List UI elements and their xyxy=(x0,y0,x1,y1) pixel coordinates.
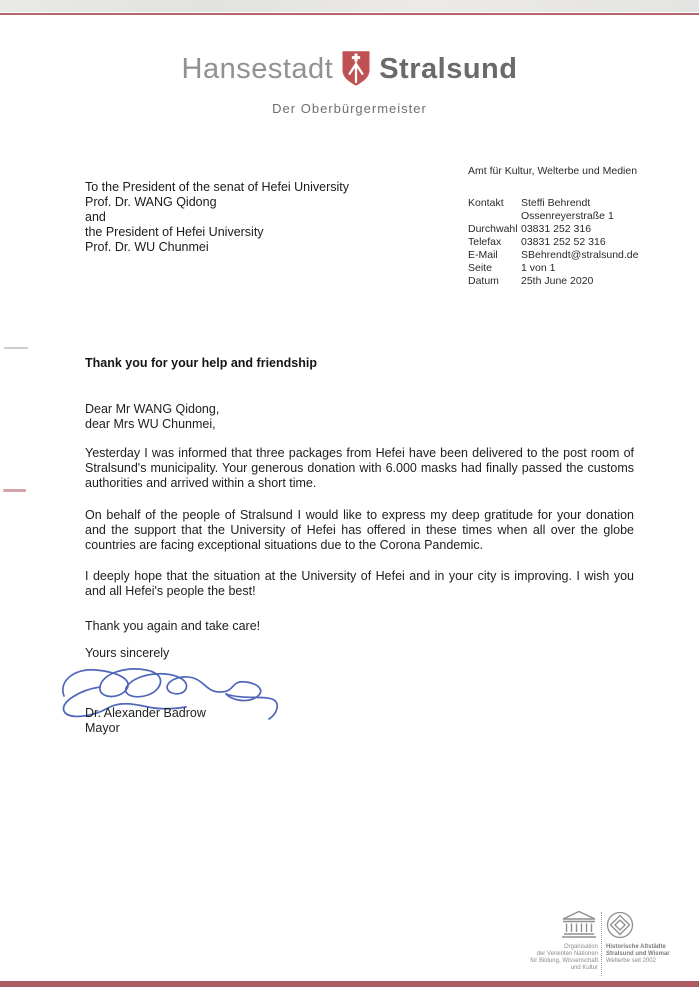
caption-line: der Vereinten Nationen xyxy=(536,951,598,957)
world-heritage-caption xyxy=(606,944,684,965)
office-subtitle: Der Oberbürgermeister xyxy=(272,101,427,116)
top-red-rule xyxy=(0,13,699,15)
meta-row xyxy=(468,197,638,210)
scan-edge-band xyxy=(0,0,699,12)
brand-hansestadt: Hansestadt xyxy=(181,53,334,85)
footer-divider xyxy=(601,912,602,976)
meta-label: Telefax xyxy=(468,236,502,248)
body-paragraph: I deeply hope that the situation at the University of Hefei and in your city is improving. I wish you and all Hefei's people the best! xyxy=(85,569,634,599)
recipient-address xyxy=(85,180,349,255)
department-line: Amt für Kultur, Welterbe und Medien xyxy=(468,165,638,177)
stralsund-shield-icon xyxy=(341,50,371,87)
signer-block xyxy=(85,706,206,736)
meta-value: 03831 252 316 xyxy=(521,223,592,235)
caption-line: Stralsund und Wismar xyxy=(606,951,670,957)
world-heritage-emblem-icon xyxy=(605,910,635,940)
recipient-line: and xyxy=(85,210,106,224)
meta-label: Kontakt xyxy=(468,197,504,209)
meta-value: Ossenreyerstraße 1 xyxy=(521,210,614,222)
recipient-line: To the President of the senat of Hefei University xyxy=(85,180,350,194)
meta-value: 1 von 1 xyxy=(521,262,556,274)
caption-line: und Kultur xyxy=(570,965,598,971)
meta-value: 25th June 2020 xyxy=(521,275,594,287)
meta-label xyxy=(468,210,521,223)
salutation xyxy=(85,402,219,432)
meta-row xyxy=(468,249,638,262)
meta-value: Steffi Behrendt xyxy=(521,197,591,209)
fold-mark xyxy=(4,347,28,349)
unesco-logo-icon xyxy=(560,910,598,940)
body-paragraph: On behalf of the people of Stralsund I would like to express my deep gratitude for your donation and the support that the University of Hefei has offered in these times when all over the globe countries are facing exceptional situations due to the Corona Pandemic. xyxy=(85,508,634,553)
salutation-line: Dear Mr WANG Qidong, xyxy=(85,402,220,416)
caption-line: für Bildung, Wissenschaft xyxy=(530,958,598,964)
recipient-line: Prof. Dr. WANG Qidong xyxy=(85,195,217,209)
recipient-line: Prof. Dr. WU Chunmei xyxy=(85,240,209,254)
closing-line: Yours sincerely xyxy=(85,646,170,660)
meta-value: 03831 252 52 316 xyxy=(521,236,606,248)
contact-meta xyxy=(468,197,638,288)
meta-row xyxy=(468,262,638,275)
meta-label: Datum xyxy=(468,275,499,287)
body-paragraph: Thank you again and take care! xyxy=(85,619,261,633)
salutation-line: dear Mrs WU Chunmei, xyxy=(85,417,216,431)
meta-row xyxy=(468,223,638,236)
city-brand xyxy=(0,52,699,87)
bottom-red-band xyxy=(0,981,699,987)
subject-line: Thank you for your help and friendship xyxy=(85,356,317,370)
recipient-line: the President of Hefei University xyxy=(85,225,264,239)
unesco-caption xyxy=(516,944,598,972)
caption-line: Welterbe seit 2002 xyxy=(606,958,656,964)
brand-stralsund: Stralsund xyxy=(379,53,518,85)
meta-label: E-Mail xyxy=(468,249,498,261)
caption-line: Historische Altstädte xyxy=(606,944,666,950)
signer-name: Dr. Alexander Badrow xyxy=(85,706,206,720)
meta-label: Durchwahl xyxy=(468,223,518,235)
caption-line: Organisation xyxy=(563,944,598,950)
signer-title: Mayor xyxy=(85,721,120,735)
meta-row xyxy=(468,210,638,223)
meta-label: Seite xyxy=(468,262,492,274)
body-paragraph: Yesterday I was informed that three packages from Hefei have been delivered to the post room of Stralsund's municipality. Your generous donation with 6.000 masks had finally passed the customs authorities and arrived within a short time. xyxy=(85,446,634,491)
meta-row xyxy=(468,236,638,249)
meta-row xyxy=(468,275,638,288)
meta-email-value: SBehrendt@stralsund.de xyxy=(521,249,639,261)
fold-mark xyxy=(3,489,26,492)
